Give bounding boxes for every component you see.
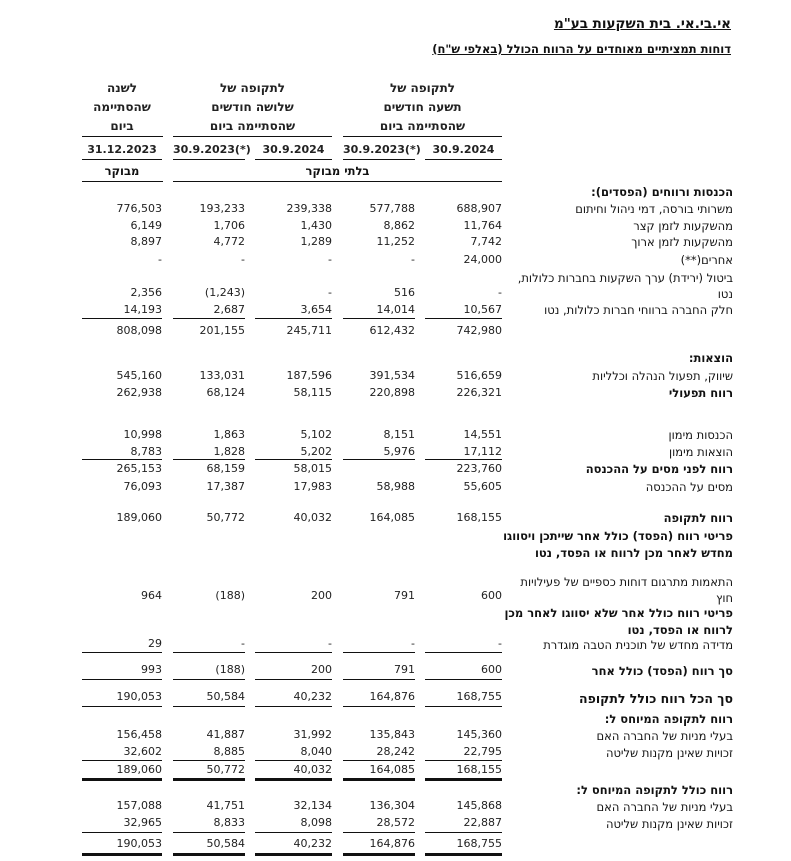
cell: 688,907 — [456, 202, 502, 215]
divider — [343, 136, 502, 137]
divider — [425, 832, 502, 833]
cell: 223,760 — [456, 462, 502, 475]
row-label: בעלי מניות של החברה האם — [596, 729, 733, 743]
cell: 391,534 — [369, 369, 415, 382]
total-oci-row — [0, 662, 520, 678]
cell: 7,742 — [470, 235, 502, 248]
cell: 14,014 — [376, 303, 415, 316]
cell: 8,151 — [383, 428, 415, 441]
date-col5: 30.9.2024 — [432, 143, 495, 156]
cell: 4,772 — [213, 235, 245, 248]
divider — [425, 318, 502, 319]
cell: (188) — [215, 589, 245, 602]
cell: 600 — [481, 589, 502, 602]
cell: - — [158, 253, 162, 266]
cell: - — [241, 253, 245, 266]
cell: 262,938 — [116, 386, 162, 399]
cell: 68,124 — [206, 386, 245, 399]
row-label: זכויות שאינן מקנות שליטה — [605, 817, 733, 831]
divider — [82, 652, 162, 653]
divider — [343, 159, 415, 160]
comprehensive-attributable-heading: רווח כולל לתקופה המיוחס ל: — [576, 783, 733, 797]
oci-reclassifiable-heading: פריטי רווח (הפסד) כולל אחר שייתכן ויסווגו מחדש לאחר מכן לרווח או הפסד, נטו — [503, 529, 733, 560]
section-heading-revenues: הכנסות ורווחים (הפסדים): — [591, 185, 733, 199]
cell: 164,085 — [369, 511, 415, 524]
cell: 32,134 — [293, 799, 332, 812]
table-row — [0, 588, 520, 604]
cell: 164,876 — [369, 690, 415, 703]
cell: 2,356 — [130, 286, 162, 299]
divider — [343, 832, 415, 833]
cell: 17,387 — [206, 480, 245, 493]
cell: 791 — [394, 663, 415, 676]
cell: 50,584 — [206, 690, 245, 703]
cell: 776,503 — [116, 202, 162, 215]
divider — [343, 652, 415, 653]
cell: 50,584 — [206, 837, 245, 850]
cell: 11,764 — [463, 219, 502, 232]
row-label: מהשקעות לזמן ארוך — [631, 235, 733, 249]
cell: 58,988 — [376, 480, 415, 493]
divider — [255, 159, 332, 160]
date-col3: 30.9.2024 — [262, 143, 325, 156]
divider — [173, 159, 245, 160]
double-underline — [425, 778, 502, 781]
divider — [343, 318, 415, 319]
divider — [255, 760, 332, 761]
divider — [173, 832, 245, 833]
cell: 600 — [481, 663, 502, 676]
cell: 187,596 — [286, 369, 332, 382]
double-underline — [255, 778, 332, 781]
table-row — [0, 444, 520, 460]
cell: 1,706 — [213, 219, 245, 232]
cell: - — [328, 253, 332, 266]
cell: 193,233 — [199, 202, 245, 215]
divider — [343, 679, 415, 680]
table-row — [0, 798, 520, 814]
company-title: אי.בי.אי. בית השקעות בע"מ — [553, 16, 731, 32]
divider — [82, 832, 162, 833]
table-row — [0, 302, 520, 318]
cell: 76,093 — [123, 480, 162, 493]
header-line: לשנה — [106, 81, 138, 95]
cell: 145,360 — [456, 728, 502, 741]
cell: 516 — [394, 286, 415, 299]
table-row — [0, 744, 520, 760]
divider — [255, 459, 332, 460]
table-row — [0, 727, 520, 743]
cell: 3,654 — [300, 303, 332, 316]
revenues-total-row — [0, 323, 520, 339]
comprehensive-attributable-total-row — [0, 836, 520, 852]
cell: 265,153 — [116, 462, 162, 475]
cell: 40,232 — [293, 690, 332, 703]
cell: 55,605 — [463, 480, 502, 493]
cell: - — [498, 286, 502, 299]
double-underline — [343, 778, 415, 781]
cell: 157,088 — [116, 799, 162, 812]
divider — [82, 318, 162, 319]
table-row — [0, 201, 520, 217]
divider — [82, 181, 163, 182]
divider — [425, 760, 502, 761]
cell: 133,031 — [199, 369, 245, 382]
cell: 40,032 — [293, 511, 332, 524]
divider — [343, 706, 415, 707]
cell: 993 — [141, 663, 162, 676]
cell: 1,430 — [300, 219, 332, 232]
cell: 200 — [311, 589, 332, 602]
divider — [255, 832, 332, 833]
cell: 14,551 — [463, 428, 502, 441]
cell: 168,755 — [456, 837, 502, 850]
cell: 40,032 — [293, 763, 332, 776]
cell: - — [411, 637, 415, 650]
row-label: ביטול (ירידת) ערך השקעות בחברות כלולות, נטו — [517, 271, 733, 301]
cell: 28,572 — [376, 816, 415, 829]
header-line: שהסתיימה ביום — [209, 119, 296, 133]
divider — [425, 679, 502, 680]
row-label: רווח לתקופה — [663, 511, 733, 525]
divider — [255, 679, 332, 680]
cell: 2,687 — [213, 303, 245, 316]
divider — [173, 181, 502, 182]
divider — [255, 318, 332, 319]
cell: 545,160 — [116, 369, 162, 382]
divider — [82, 706, 162, 707]
audited-label: מבוקר — [104, 164, 140, 178]
divider — [425, 652, 502, 653]
operating-profit-row — [0, 385, 520, 401]
row-label: אחרים(**) — [680, 253, 733, 267]
cell: 8,897 — [130, 235, 162, 248]
cell: 168,755 — [456, 690, 502, 703]
row-label: שיווק, תפעול הנהלה וכלליות — [592, 369, 733, 383]
date-col1: 31.12.2023 — [87, 143, 157, 156]
divider — [173, 706, 245, 707]
cell: 516,659 — [456, 369, 502, 382]
cell: 742,980 — [456, 324, 502, 337]
cell: 168,155 — [456, 511, 502, 524]
table-row — [0, 218, 520, 234]
cell: 50,772 — [206, 763, 245, 776]
cell: 5,976 — [383, 445, 415, 458]
cell: 164,876 — [369, 837, 415, 850]
cell: 201,155 — [199, 324, 245, 337]
row-label: הוצאות מימון — [669, 445, 733, 459]
row-label: בעלי מניות של החברה האם — [596, 800, 733, 814]
cell: 58,115 — [293, 386, 332, 399]
row-label: סך רווח (הפסד) כולל אחר — [591, 664, 733, 678]
cell: 156,458 — [116, 728, 162, 741]
table-row — [0, 252, 520, 268]
divider — [173, 136, 332, 137]
row-label: הכנסות מימון — [668, 428, 733, 442]
cell: 17,983 — [293, 480, 332, 493]
row-label: מסים על ההכנסה — [645, 480, 733, 494]
double-underline — [425, 853, 502, 856]
profit-attributable-heading: רווח לתקופה המיוחס ל: — [604, 712, 733, 726]
cell: 22,887 — [463, 816, 502, 829]
cell: 964 — [141, 589, 162, 602]
cell: 612,432 — [369, 324, 415, 337]
row-label: מדידה מחדש של תוכנית הטבה מוגדרת — [543, 638, 733, 652]
row-label: מהשקעות לזמן קצר — [633, 219, 733, 233]
cell: 189,060 — [116, 763, 162, 776]
cell: 1,289 — [300, 235, 332, 248]
double-underline — [82, 778, 162, 781]
cell: 50,772 — [206, 511, 245, 524]
cell: 164,085 — [369, 763, 415, 776]
double-underline — [173, 778, 245, 781]
cell: 41,887 — [206, 728, 245, 741]
cell: - — [498, 637, 502, 650]
cell: 11,252 — [376, 235, 415, 248]
date-col2: 30.9.2023(*) — [173, 143, 251, 156]
cell: 189,060 — [116, 511, 162, 524]
cell: 17,112 — [463, 445, 502, 458]
divider — [82, 679, 162, 680]
cell: 6,149 — [130, 219, 162, 232]
double-underline — [255, 853, 332, 856]
cell: 239,338 — [286, 202, 332, 215]
divider — [82, 136, 163, 137]
cell: (1,243) — [204, 286, 245, 299]
cell: 220,898 — [369, 386, 415, 399]
divider — [173, 679, 245, 680]
cell: 28,242 — [376, 745, 415, 758]
cell: 1,828 — [213, 445, 245, 458]
header-line: שהסתיימה — [93, 100, 151, 114]
cell: 190,053 — [116, 690, 162, 703]
cell: 32,965 — [123, 816, 162, 829]
total-comprehensive-income-row — [0, 689, 520, 705]
table-row — [0, 285, 520, 301]
cell: 32,602 — [123, 745, 162, 758]
row-label: רווח תפעולי — [668, 386, 733, 400]
profit-attributable-total-row — [0, 762, 520, 778]
cell: 5,102 — [300, 428, 332, 441]
cell: 10,567 — [463, 303, 502, 316]
row-label: סך הכל רווח כולל לתקופה — [579, 691, 733, 706]
double-underline — [82, 853, 162, 856]
section-heading-expenses: הוצאות: — [688, 351, 733, 365]
row-label: חלק החברה ברווחי חברות כלולות, נטו — [544, 303, 733, 317]
cell: 8,783 — [130, 445, 162, 458]
divider — [173, 652, 245, 653]
table-row — [0, 636, 520, 652]
table-row — [0, 479, 520, 495]
cell: 10,998 — [123, 428, 162, 441]
divider — [343, 760, 415, 761]
cell: 8,040 — [300, 745, 332, 758]
cell: 1,863 — [213, 428, 245, 441]
divider — [255, 652, 332, 653]
cell: 808,098 — [116, 324, 162, 337]
cell: 58,015 — [293, 462, 332, 475]
table-row — [0, 427, 520, 443]
table-row — [0, 815, 520, 831]
divider — [173, 318, 245, 319]
divider — [82, 760, 162, 761]
cell: 22,795 — [463, 745, 502, 758]
cell: 29 — [148, 637, 162, 650]
profit-before-tax-row — [0, 461, 520, 477]
cell: 8,885 — [213, 745, 245, 758]
divider — [425, 459, 502, 460]
divider — [255, 706, 332, 707]
cell: 40,232 — [293, 837, 332, 850]
row-label: רווח לפני מסים על ההכנסה — [585, 462, 733, 476]
header-line: ביום — [110, 119, 134, 133]
divider — [343, 459, 415, 460]
header-line: תשעה חודשים — [383, 100, 462, 114]
cell: 8,862 — [383, 219, 415, 232]
cell: 5,202 — [300, 445, 332, 458]
cell: 145,868 — [456, 799, 502, 812]
cell: 226,321 — [456, 386, 502, 399]
cell: - — [328, 286, 332, 299]
header-line: שהסתיימה ביום — [379, 119, 466, 133]
cell: 8,833 — [213, 816, 245, 829]
divider — [173, 459, 245, 460]
cell: (188) — [215, 663, 245, 676]
cell: - — [411, 253, 415, 266]
divider — [425, 159, 502, 160]
cell: 135,843 — [369, 728, 415, 741]
cell: 577,788 — [369, 202, 415, 215]
cell: 14,193 — [123, 303, 162, 316]
double-underline — [173, 853, 245, 856]
cell: - — [241, 637, 245, 650]
cell: 31,992 — [293, 728, 332, 741]
double-underline — [343, 853, 415, 856]
divider — [173, 760, 245, 761]
net-profit-row — [0, 510, 520, 526]
cell: 200 — [311, 663, 332, 676]
row-label: התאמות מתרגום דוחות כספיים של פעילויות חוץ — [520, 575, 733, 605]
table-row — [0, 368, 520, 384]
date-col4: 30.9.2023(*) — [343, 143, 421, 156]
cell: 168,155 — [456, 763, 502, 776]
header-line: לתקופה של — [219, 81, 286, 95]
cell: - — [328, 637, 332, 650]
statement-title: דוחות תמציתיים מאוחדים על הרווח הכולל (באלפי ש"ח) — [432, 42, 731, 56]
cell: 41,751 — [206, 799, 245, 812]
unaudited-label: בלתי מבוקר — [305, 164, 370, 178]
cell: 8,098 — [300, 816, 332, 829]
row-label: משרותי בורסה, דמי ניהול וחיתום — [575, 202, 733, 216]
oci-non-reclassifiable-heading: פריטי רווח כולל אחר שלא יסווגו לאחר מכן לרווח או הפסד, נטו — [504, 606, 733, 637]
divider — [425, 706, 502, 707]
divider — [82, 159, 162, 160]
cell: 68,159 — [206, 462, 245, 475]
table-row — [0, 234, 520, 250]
cell: 245,711 — [286, 324, 332, 337]
header-line: שלושה חודשים — [211, 100, 294, 114]
cell: 190,053 — [116, 837, 162, 850]
divider — [82, 459, 162, 460]
cell: 791 — [394, 589, 415, 602]
cell: 136,304 — [369, 799, 415, 812]
cell: 24,000 — [463, 253, 502, 266]
row-label: זכויות שאינן מקנות שליטה — [605, 746, 733, 760]
header-line: לתקופה של — [389, 81, 456, 95]
